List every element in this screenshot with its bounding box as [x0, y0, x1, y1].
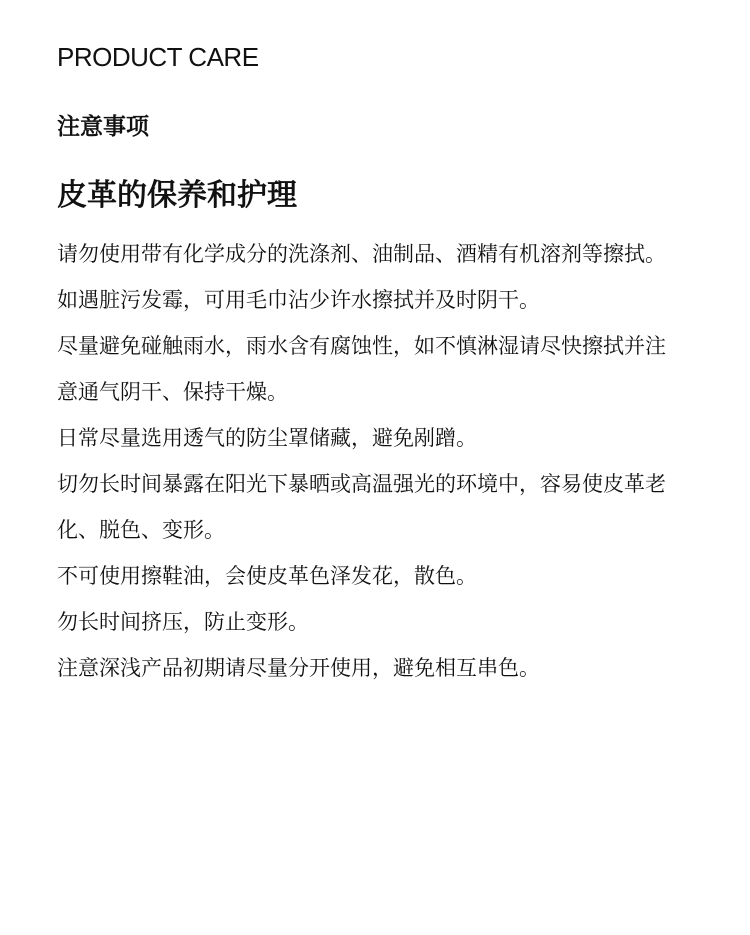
care-instructions-list [57, 231, 682, 691]
care-instruction-item: 切勿长时间暴露在阳光下暴晒或高温强光的环境中，容易使皮革老化、脱色、变形。 [57, 472, 666, 542]
care-instruction-item: 勿长时间挤压，防止变形。 [57, 610, 309, 634]
section-title-leather-care: 皮革的保养和护理 [57, 178, 297, 213]
care-instruction-item: 请勿使用带有化学成分的洗涤剂、油制品、酒精有机溶剂等擦拭。 [57, 242, 666, 266]
care-instruction-item: 注意深浅产品初期请尽量分开使用，避免相互串色。 [57, 656, 540, 680]
care-instruction-item: 不可使用擦鞋油，会使皮革色泽发花，散色。 [57, 564, 477, 588]
care-instruction-item: 尽量避免碰触雨水，雨水含有腐蚀性，如不慎淋湿请尽快擦拭并注意通气阴干、保持干燥。 [57, 334, 666, 404]
care-instruction-item: 日常尽量选用透气的防尘罩储藏，避免剐蹭。 [57, 426, 477, 450]
page-title-en: PRODUCT CARE [57, 42, 259, 72]
care-instruction-item: 如遇脏污发霉，可用毛巾沾少许水擦拭并及时阴干。 [57, 288, 540, 312]
page-title-cn: 注意事项 [57, 114, 149, 140]
